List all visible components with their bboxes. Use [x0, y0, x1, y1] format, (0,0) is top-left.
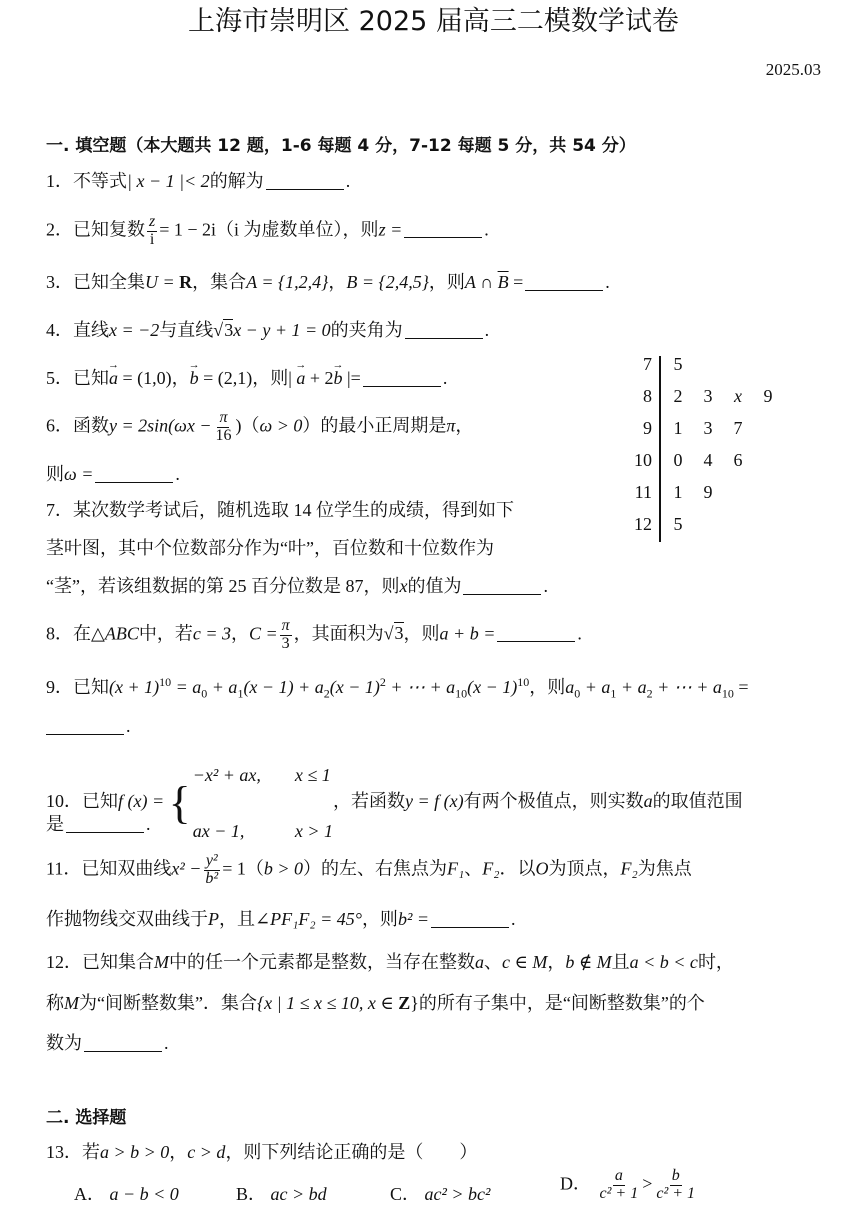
leaf-value: 3	[703, 386, 713, 406]
question-7: 7．某次数学考试后，随机选取 14 位学生的成绩，得到如下	[46, 500, 514, 520]
answer-blank[interactable]	[431, 911, 509, 928]
answer-blank[interactable]	[66, 816, 144, 833]
question-12-line3: 数为 .	[46, 1033, 169, 1053]
question-6-cont: 则ω = .	[46, 464, 180, 484]
question-7-line2: 茎叶图，其中个位数部分作为“叶”，百位数和十位数作为	[46, 538, 494, 558]
answer-blank[interactable]	[363, 370, 441, 387]
question-11-cont: 作抛物线交双曲线于P，且∠PF₁F₂ = 45°，则b² = .	[46, 909, 516, 929]
leaf-value: 2	[673, 386, 683, 406]
question-9-cont: .	[46, 714, 131, 738]
stem-value: 11	[634, 482, 652, 502]
leaf-value: 3	[703, 418, 713, 438]
answer-blank[interactable]	[95, 466, 173, 483]
question-13: 13．若a > b > 0，c > d，则下列结论正确的是（ ）	[46, 1142, 478, 1162]
leaf-value: 4	[703, 450, 713, 470]
option-d[interactable]: D． $\frac{a}{\text{c² + 1}}$ > $\frac{b}{\text{c² + 1}}$	[560, 1167, 696, 1202]
answer-blank[interactable]	[405, 322, 483, 339]
question-10-cont: 是 .	[46, 814, 151, 834]
stem-divider	[659, 356, 661, 542]
leaf-value: 0	[673, 450, 683, 470]
section-choice-title: 二. 选择题	[46, 1108, 127, 1128]
answer-blank[interactable]	[497, 625, 575, 642]
question-12: 12．已知集合M中的任一个元素都是整数，当存在整数a、c ∈ M，b ∉ M且a < b < c时，	[46, 952, 734, 972]
question-10: 10．已知f (x) = { −x² + ax, x ≤ 1 ax − 1, x > 1 ，若函数y = f (x)有两个极值点，则实数a的取值范围	[46, 750, 743, 856]
stem-value: 10	[634, 450, 652, 470]
question-12-line2: 称M为“间断整数集”．集合{x | 1 ≤ x ≤ 10, x ∈ Z}的所有子集中，是“间断整数集”的个	[46, 993, 705, 1013]
option-c[interactable]: C． ac² > bc²	[390, 1184, 491, 1204]
question-5: 5．已知→ a = (1,0)，→ b = (2,1)，则| → a + 2→ b |= .	[46, 366, 447, 390]
stem-leaf-plot	[626, 354, 806, 546]
option-b[interactable]: B． ac > bd	[236, 1184, 327, 1204]
option-a[interactable]: A． a − b < 0	[74, 1184, 179, 1204]
leaf-value: 9	[703, 482, 713, 502]
stem-value: 9	[643, 418, 652, 438]
leaf-value: 5	[673, 354, 683, 374]
question-1: 1．不等式| x − 1 |< 2的解为 .	[46, 171, 351, 191]
question-8: 8．在△ABC中，若c = 3，C = $\frac{\pi}{3}$ ，其面积为√3，则a + b = .	[46, 617, 582, 652]
leaf-value: x	[734, 386, 742, 406]
question-2: 2．已知复数 $\frac{z}{i}$ = 1 − 2i（i 为虚数单位），则z = .	[46, 213, 489, 248]
leaf-value: 1	[673, 418, 683, 438]
question-7-line3: “茎”，若该组数据的第 25 百分位数是 87，则x的值为 .	[46, 576, 548, 596]
leaf-value: 9	[763, 386, 773, 406]
exam-title: 上海市崇明区 2025 届高三二模数学试卷	[188, 6, 679, 37]
stem-value: 8	[643, 386, 652, 406]
answer-blank[interactable]	[525, 274, 603, 291]
leaf-value: 6	[733, 450, 743, 470]
section-fill-blank-title: 一. 填空题（本大题共 12 题，1-6 每题 4 分，7-12 每题 5 分，共 54 分）	[46, 136, 636, 156]
answer-blank[interactable]	[266, 173, 344, 190]
exam-date: 2025.03	[765, 60, 821, 79]
answer-blank[interactable]	[84, 1035, 162, 1052]
piecewise-function: { −x² + ax, x ≤ 1 ax − 1, x > 1	[168, 765, 334, 841]
question-3: 3．已知全集U = R，集合A = {1,2,4}，B = {2,4,5}，则A ∩ $\overline{B}$ = .	[46, 272, 610, 292]
stem-value: 7	[643, 354, 652, 374]
stem-value: 12	[634, 514, 652, 534]
leaf-value: 5	[673, 514, 683, 534]
leaf-value: 7	[733, 418, 743, 438]
question-11: 11．已知双曲线x² − $\frac{\text{y²}}{\text{b²}}$ = 1（b > 0）的左、右焦点为F₁、F₂．以O为顶点，F₂为焦点	[46, 852, 692, 887]
leaf-value: 1	[673, 482, 683, 502]
answer-blank[interactable]	[463, 578, 541, 595]
question-9: 9．已知$(x + 1)^{10} = a_0 + a_1(x - 1) + a_2(x - 1)^2$ + ⋯ + $a_{10}(x - 1)^{10}$，则$a_0 + a_1 + a_2$ + ⋯ + $a_{10}$ =	[46, 675, 749, 701]
question-6: 6．函数y = 2sin(ωx − $\frac{\pi}{16}$ )（ω > 0）的最小正周期是π，	[46, 409, 474, 444]
question-4: 4．直线x = −2与直线√3x − y + 1 = 0的夹角为 .	[46, 320, 490, 340]
answer-blank[interactable]	[46, 718, 124, 735]
answer-blank[interactable]	[404, 221, 482, 238]
